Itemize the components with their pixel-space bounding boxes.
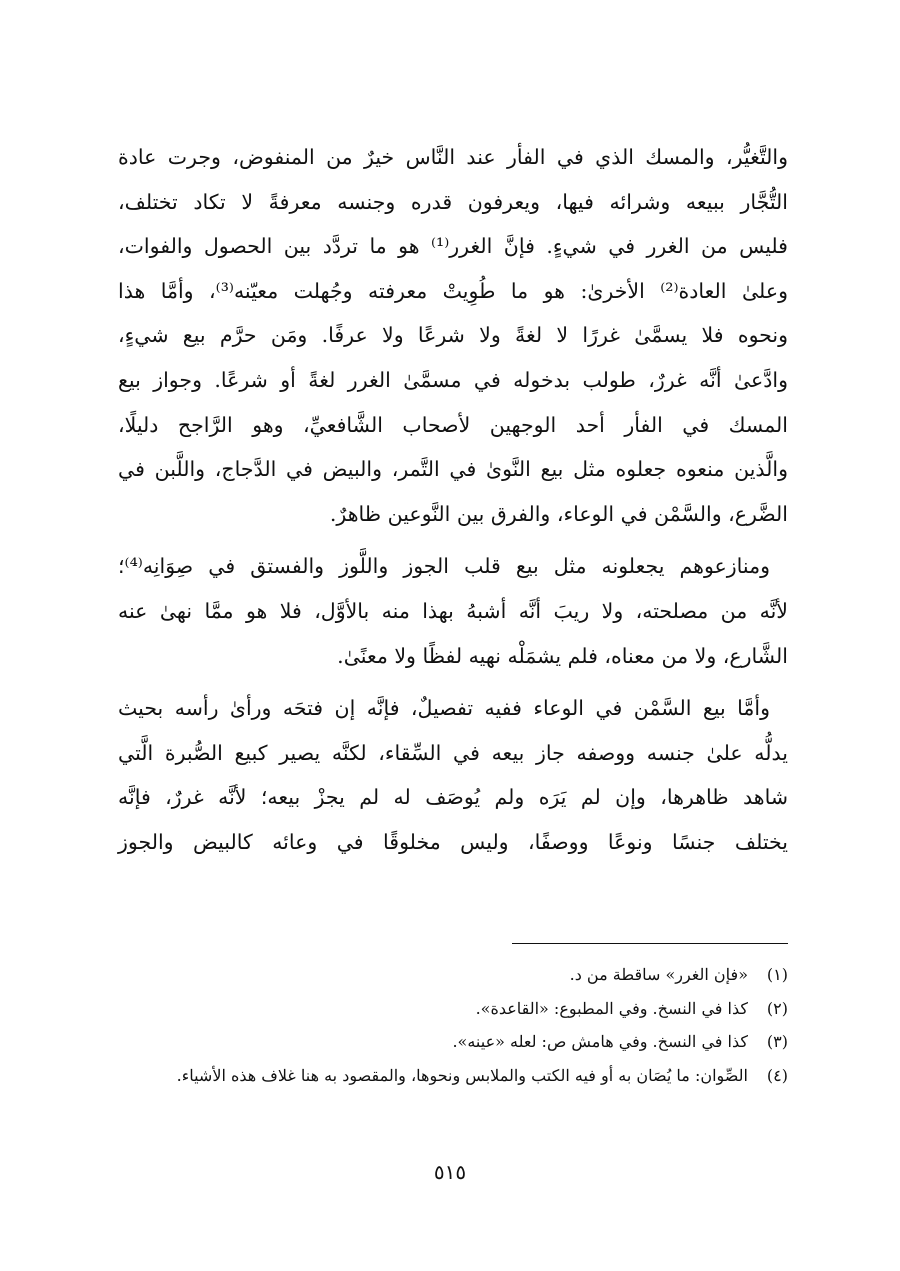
footnote-number: (٣) <box>766 1032 788 1051</box>
footnote-number: (٤) <box>766 1065 788 1085</box>
text-line: لأنَّه من مصلحته، ولا ريبَ أنَّه أشبهُ بهذا منه بالأوَّل، فلا هو ممَّا نهىٰ عنه <box>118 598 788 623</box>
footnote-divider <box>512 943 788 944</box>
footnote-2 <box>118 992 788 1026</box>
text-line: الشَّارع، ولا من معناه، فلم يشمَلْه نهيه لفظًا ولا معنًىٰ. <box>337 643 788 668</box>
footnote-text: كذا في النسخ. وفي المطبوع: «القاعدة». <box>475 998 748 1018</box>
text-line: والَّذين منعوه جعلوه مثل بيع النَّوىٰ في التَّمر، والبيض في الدَّجاج، واللَّبن في <box>118 457 788 482</box>
footnote-3 <box>118 1025 788 1059</box>
text-line: وأمَّا بيع السَّمْن في الوعاء ففيه تفصيلٌ، فإنَّه إن فتحَه ورأىٰ رأسه بحيث <box>118 696 770 721</box>
text-line: فليس من الغرر في شيءٍ. فإنَّ الغرر⁽¹⁾ هو ما تردَّد بين الحصول والفوات، <box>118 234 788 259</box>
footnote-1 <box>118 958 788 992</box>
page-number: ٥١٥ <box>433 1160 467 1184</box>
text-line: وعلىٰ العادة⁽²⁾ الأخرىٰ: هو ما طُوِيتْ معرفته وجُهلت معيّنه⁽³⁾، وأمَّا هذا <box>118 278 788 303</box>
footnote-number: (٢) <box>766 998 788 1018</box>
text-line: الضَّرع، والسَّمْن في الوعاء، والفرق بين النَّوعين ظاهرٌ. <box>329 501 788 526</box>
paragraph-3 <box>118 686 788 864</box>
text-line: والتَّغيُّر، والمسك الذي في الفأر عند النَّاس خيرٌ من المنفوض، وجرت عادة <box>118 145 788 169</box>
text-line: ومنازعوهم يجعلونه مثل بيع قلب الجوز واللَّوز والفستق في صِوَانِه⁽⁴⁾؛ <box>118 554 770 579</box>
footnote-text: «فإن الغرر» ساقطة من د. <box>569 965 748 984</box>
footnote-text: الصِّوان: ما يُصَان به أو فيه الكتب والملابس ونحوها، والمقصود به هنا غلاف هذه الأشياء. <box>176 1065 748 1085</box>
text-line: المسك في الفأر أحد الوجهين لأصحاب الشَّافعيِّ، وهو الرَّاجح دليلًا، <box>118 412 788 437</box>
text-line: ونحوه فلا يسمَّىٰ غررًا لا لغةً ولا شرعًا ولا عرفًا. ومَن حرَّم بيع شيءٍ، <box>118 323 788 348</box>
main-text <box>118 135 788 873</box>
paragraph-1 <box>118 135 788 536</box>
text-line: التُّجَّار ببيعه وشرائه فيها، ويعرفون قدره وجنسه معرفةً لا تكاد تختلف، <box>118 189 788 214</box>
text-line: يدلُّه علىٰ جنسه ووصفه جاز بيعه في السِّقاء، لكنَّه يصير كبيع الصُّبرة الَّتي <box>118 740 788 765</box>
footnote-text: كذا في النسخ. وفي هامش ص: لعله «عينه». <box>452 1032 748 1051</box>
footnotes <box>118 958 788 1092</box>
text-line: شاهد ظاهرها، وإن لم يَرَه ولم يُوصَف له لم يجزْ بيعه؛ لأنَّه غررٌ، فإنَّه <box>118 785 788 810</box>
text-line: يختلف جنسًا ونوعًا ووصفًا، وليس مخلوقًا في وعائه كالبيض والجوز <box>118 829 788 854</box>
footnote-4 <box>118 1059 788 1093</box>
paragraph-2 <box>118 544 788 678</box>
text-line: وادَّعىٰ أنَّه غررٌ، طولب بدخوله في مسمَّىٰ الغرر لغةً أو شرعًا. وجواز بيع <box>118 367 788 392</box>
footnote-number: (١) <box>766 965 788 984</box>
